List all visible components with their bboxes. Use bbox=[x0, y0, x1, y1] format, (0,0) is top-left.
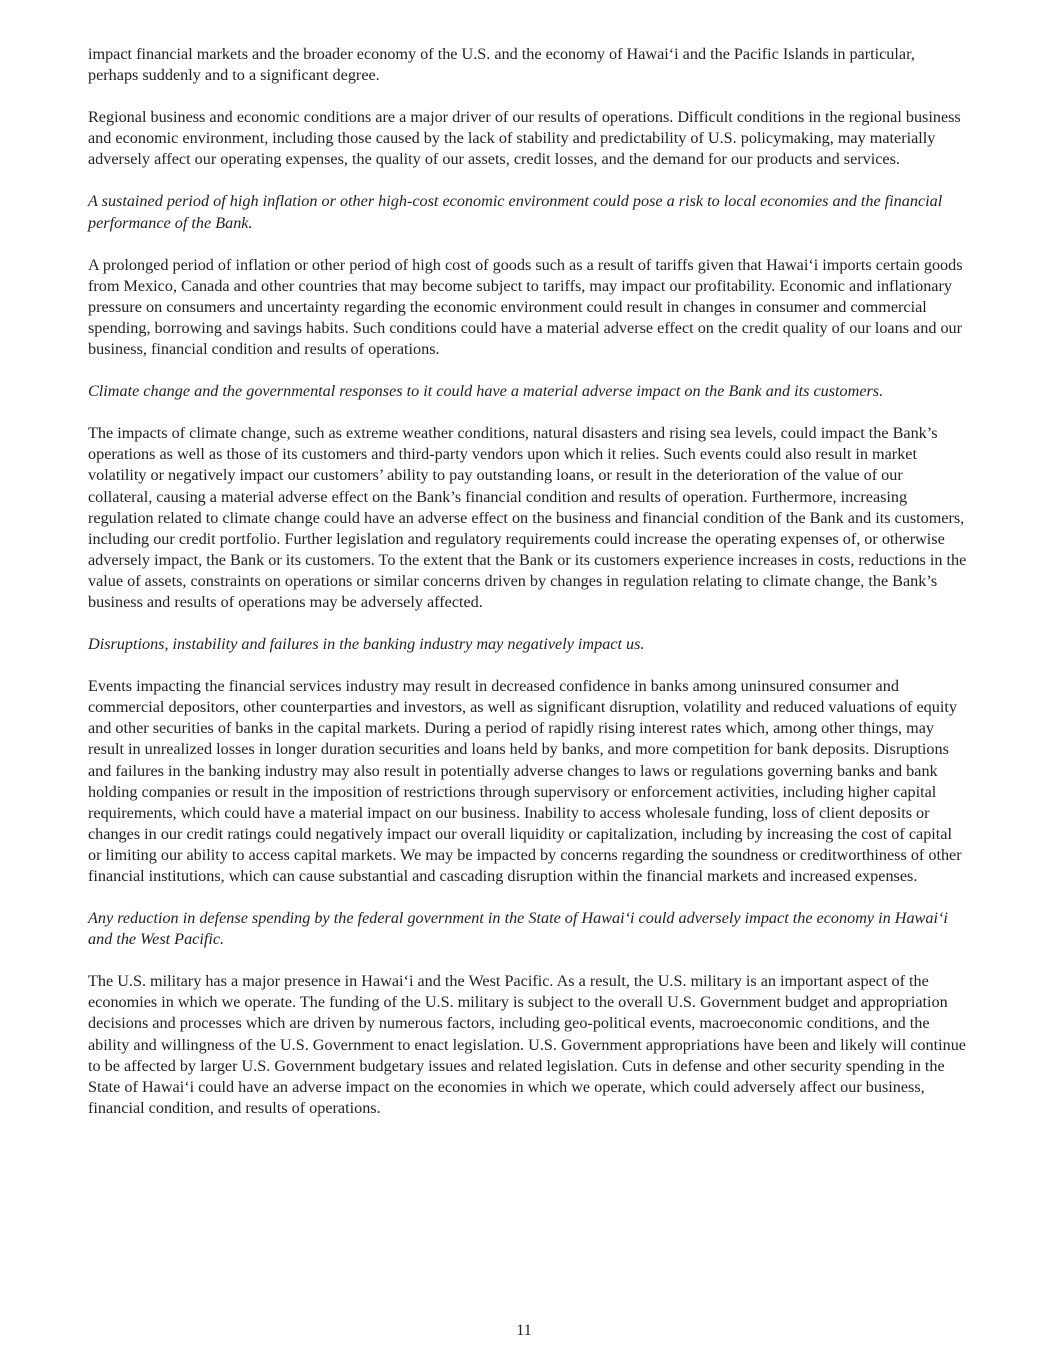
heading-inflation-risk: A sustained period of high inflation or other high-cost economic environment could pose a risk to local economies and the financial performance of the Bank. bbox=[88, 192, 943, 232]
heading-banking-industry-risk: Disruptions, instability and failures in the banking industry may negatively impact us. bbox=[88, 635, 645, 654]
paragraph-defense-spending: The U.S. military has a major presence in Hawai‘i and the West Pacific. As a result, the U.S. military is an important aspect of the economies in which we operate. The funding of the U.S. military is subject to the overall U.S. Government budget and appropriation decisions and processes which are driven by numerous factors, including geo-political events, macroeconomic conditions, and the ability and willingness of the U.S. Government to enact legislation. U.S. Government appropriations have been and likely will continue to be affected by larger U.S. Government budgetary issues and related legislation. Cuts in defense and other security spending in the State of Hawai‘i could have an adverse impact on the economies in which we operate, which could adversely affect our business, financial condition, and results of operations. bbox=[88, 972, 966, 1117]
heading-defense-spending-risk: Any reduction in defense spending by the federal government in the State of Hawai‘i could adversely impact the economy in Hawai‘i and the West Pacific. bbox=[88, 909, 948, 949]
paragraph-economy-continuation: impact financial markets and the broader economy of the U.S. and the economy of Hawai‘i and the Pacific Islands in particular, perhaps suddenly and to a significant degree. bbox=[88, 45, 915, 85]
paragraph-climate-change: The impacts of climate change, such as extreme weather conditions, natural disasters and rising sea levels, could impact the Bank’s operations as well as those of its customers and third-party vendors upon which it relies. Such events could also result in market volatility or negatively impact our customers’ ability to pay outstanding loans, or result in the deterioration of the value of our collateral, causing a material adverse effect on the Bank’s financial condition and results of operation. Furthermore, increasing regulation related to climate change could have an adverse effect on the business and financial condition of the Bank and its customers, including our credit portfolio. Further legislation and regulatory requirements could increase the operating expenses of, or otherwise adversely impact, the Bank or its customers. To the extent that the Bank or its customers experience increases in costs, reductions in the value of assets, constraints on operations or similar concerns driven by changes in regulation relating to climate change, the Bank’s business and results of operations may be adversely affected. bbox=[88, 424, 967, 611]
document-body bbox=[88, 44, 968, 1140]
heading-climate-change-risk: Climate change and the governmental responses to it could have a material adverse impact on the Bank and its customers. bbox=[88, 382, 884, 401]
page-number: 11 bbox=[516, 1322, 532, 1339]
paragraph-banking-industry: Events impacting the financial services industry may result in decreased confidence in banks among uninsured consumer and commercial depositors, other counterparties and investors, as well as significant disruption, volatility and reduced valuations of equity and other securities of banks in the capital markets. During a period of rapidly rising interest rates which, among other things, may result in unrealized losses in longer duration securities and loans held by banks, and more competition for bank deposits. Disruptions and failures in the banking industry may also result in potentially adverse changes to laws or regulations governing banks and bank holding companies or result in the imposition of restrictions through supervisory or enforcement activities, including higher capital requirements, which could have a material impact on our business. Inability to access wholesale funding, loss of client deposits or changes in our credit ratings could negatively impact our overall liquidity or capitalization, including by increasing the cost of capital or limiting our ability to access capital markets. We may be impacted by concerns regarding the soundness or creditworthiness of other financial institutions, which can cause substantial and cascading disruption within the financial markets and increased expenses. bbox=[88, 677, 962, 885]
paragraph-regional-conditions: Regional business and economic conditions are a major driver of our results of operations. Difficult conditions in the regional business and economic environment, including those caused by the lack of stability and predictability of U.S. policymaking, may materially adversely affect our operating expenses, the quality of our assets, credit losses, and the demand for our products and services. bbox=[88, 108, 961, 169]
paragraph-inflation: A prolonged period of inflation or other period of high cost of goods such as a result of tariffs given that Hawai‘i imports certain goods from Mexico, Canada and other countries that may become subject to tariffs, may impact our profitability. Economic and inflationary pressure on consumers and uncertainty regarding the economic environment could result in changes in consumer and commercial spending, borrowing and savings habits. Such conditions could have a material adverse effect on the credit quality of our loans and our business, financial condition and results of operations. bbox=[88, 255, 963, 359]
